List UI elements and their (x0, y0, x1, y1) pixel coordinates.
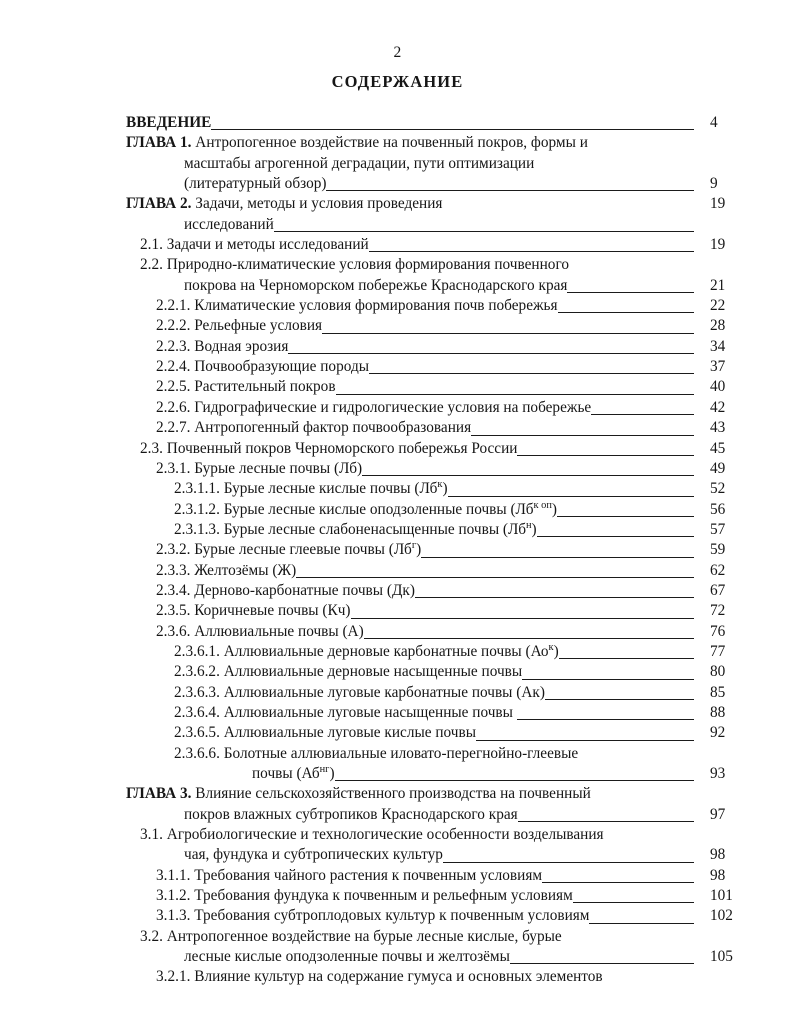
toc-entry[interactable] (174, 683, 740, 703)
toc-entry[interactable] (156, 377, 740, 397)
toc-page-number: 93 (710, 765, 726, 782)
toc-entry-chapter-prefix: ГЛАВА 1. (126, 134, 192, 152)
toc-entry-row[interactable] (174, 662, 740, 682)
toc-entry-label: чая, фундука и субтропических культур (184, 846, 443, 864)
toc-leader-line (296, 577, 694, 578)
toc-entry-row[interactable] (156, 866, 740, 886)
toc-entry-superscript: нг (319, 763, 330, 775)
toc-page-number: 19 (710, 236, 726, 254)
toc-page-number: 56 (710, 500, 726, 518)
toc-entry[interactable] (156, 459, 740, 479)
toc-entry-label: 3.1.2. Требования фундука к почвенным и рельефным условиям (156, 887, 573, 905)
toc-page-number: 80 (710, 663, 726, 681)
toc-leader-line (517, 455, 694, 456)
toc-entry-row[interactable] (184, 276, 740, 296)
toc-leader-line (517, 719, 694, 720)
toc-entry-label: 2.3.5. Коричневые почвы (Кч) (156, 602, 351, 620)
toc-entry-row[interactable] (140, 927, 740, 947)
toc-entry-row[interactable] (174, 479, 740, 499)
toc-entry-row[interactable] (156, 906, 740, 926)
toc-page-number: 102 (710, 907, 733, 925)
toc-page-number: 21 (710, 276, 726, 294)
toc-page-number (694, 927, 740, 947)
toc-entry-row[interactable] (156, 316, 740, 336)
toc-entry-row[interactable] (140, 235, 740, 255)
toc-entry[interactable] (140, 825, 740, 866)
toc-entry-row[interactable] (174, 744, 740, 764)
toc-page-number (694, 967, 740, 987)
toc-page-number: 72 (710, 602, 726, 620)
toc-leader-line (335, 780, 694, 781)
toc-entry-row[interactable] (126, 194, 740, 214)
toc-leader-line (573, 902, 694, 903)
toc-entry-chapter-prefix: ВВЕДЕНИЕ (126, 114, 212, 131)
toc-leader-line (476, 740, 694, 741)
toc-entry-label: 2.3.4. Дерново-карбонатные почвы (Дк) (156, 581, 415, 599)
toc-entry[interactable] (174, 500, 740, 520)
toc-leader-line (542, 882, 694, 883)
toc-entry-row[interactable] (156, 561, 740, 581)
toc-leader-line (559, 658, 694, 659)
toc-entry-label: 2.3.1. Бурые лесные почвы (Лб) (156, 459, 363, 477)
toc-leader-line (288, 353, 694, 354)
toc-entry-label: 2.2.2. Рельефные условия (156, 317, 323, 335)
toc-page-number: 62 (710, 561, 726, 579)
toc-entry-superscript: г (411, 540, 417, 552)
toc-leader-line (369, 373, 694, 374)
toc-entry-label: (литературный обзор) (184, 175, 327, 193)
toc-page-number: 88 (710, 703, 726, 721)
toc-page-number: 45 (710, 439, 726, 457)
toc-entry-continuation (184, 215, 740, 235)
toc-entry-row[interactable] (184, 174, 740, 194)
toc-entry-row[interactable] (184, 805, 740, 825)
toc-entry-row[interactable] (140, 825, 740, 845)
toc-entry-label: 2.2.5. Растительный покров (156, 378, 336, 396)
toc-leader-line (522, 679, 694, 680)
toc-leader-line (369, 251, 694, 252)
toc-leader-line (322, 333, 694, 334)
toc-entry-label: почвы $(Аб^{нг})$ (252, 763, 335, 782)
toc-entry-superscript: к (548, 641, 554, 653)
toc-leader-line (518, 821, 694, 822)
toc-leader-line (471, 435, 694, 436)
toc-entry[interactable] (174, 744, 740, 785)
toc-entry[interactable] (156, 337, 740, 357)
toc-entry[interactable] (174, 723, 740, 743)
toc-entry-label: 2.2.3. Водная эрозия (156, 337, 289, 355)
toc-leader-line (591, 801, 694, 802)
table-of-contents (126, 113, 740, 988)
toc-entry-label: 2.2.6. Гидрографические и гидрологические условия на побережье (156, 398, 592, 416)
toc-entry-label: 3.2.1. Влияние культур на содержание гумуса и основных элементов (156, 968, 603, 986)
toc-entry-label: 2.2.1. Климатические условия формирования почв побережья (156, 297, 558, 315)
toc-entry-row[interactable] (156, 296, 740, 316)
toc-entry-row[interactable] (156, 398, 740, 418)
toc-page-number: 49 (710, 459, 726, 477)
toc-entry[interactable] (174, 703, 740, 723)
toc-entry[interactable] (156, 622, 740, 642)
toc-leader-line (211, 129, 694, 130)
toc-entry[interactable] (156, 316, 740, 336)
toc-entry[interactable] (126, 784, 740, 825)
toc-page-number: 19 (710, 195, 726, 213)
toc-entry-row[interactable] (156, 601, 740, 621)
toc-entry-row[interactable] (174, 703, 740, 723)
toc-entry-label: 2.3. Почвенный покров Черноморского побережья России (140, 439, 518, 457)
toc-entry-row[interactable] (174, 500, 740, 520)
toc-entry[interactable] (156, 561, 740, 581)
toc-entry-label: 2.2.7. Антропогенный фактор почвообразования (156, 419, 472, 437)
toc-entry[interactable] (174, 642, 740, 662)
toc-entry[interactable] (140, 235, 740, 255)
toc-entry-row[interactable] (156, 459, 740, 479)
toc-page-number: 97 (710, 805, 726, 823)
toc-leader-line (364, 638, 694, 639)
toc-leader-line (534, 170, 694, 171)
toc-entry-label: 2.3.6.4. Аллювиальные луговые насыщенные почвы (174, 703, 517, 721)
toc-page-number: 92 (710, 724, 726, 742)
toc-page-number: 76 (710, 622, 726, 640)
toc-leader-line (537, 536, 694, 537)
toc-leader-line (603, 984, 694, 985)
toc-entry-superscript: н (525, 519, 532, 531)
toc-entry-continuation (184, 845, 740, 865)
toc-entry-label: 2.2.4. Почвообразующие породы (156, 358, 369, 376)
toc-entry-label: 2.1. Задачи и методы исследований (140, 236, 369, 254)
toc-entry-label: покрова на Черноморском побережье Краснодарского края (184, 276, 568, 294)
toc-page-number: 98 (710, 846, 726, 864)
toc-entry-label: покров влажных субтропиков Краснодарского края (184, 805, 518, 823)
toc-entry-row[interactable] (184, 845, 740, 865)
toc-entry-row[interactable] (184, 947, 740, 967)
toc-entry-label: 2.3.6.1. Аллювиальные дерновые карбонатные почвы $(Ао^к)$ (174, 641, 559, 660)
toc-page-number (694, 133, 740, 153)
toc-page-number: 37 (710, 358, 726, 376)
toc-page-number (694, 215, 740, 235)
toc-leader-line (557, 516, 694, 517)
toc-entry-chapter-prefix: ГЛАВА 2. (126, 195, 192, 213)
toc-entry[interactable] (156, 357, 740, 377)
toc-entry[interactable] (126, 133, 740, 194)
toc-entry[interactable] (140, 255, 740, 296)
toc-leader-line (442, 211, 694, 212)
toc-entry-row[interactable] (126, 784, 740, 804)
toc-entry-label: 2.3.6.5. Аллювиальные луговые кислые почвы (174, 724, 476, 742)
toc-leader-line (421, 557, 694, 558)
toc-leader-line (591, 414, 694, 415)
toc-entry-label: 3.1.3. Требования субтроплодовых культур к почвенным условиям (156, 907, 590, 925)
toc-leader-line (545, 699, 694, 700)
toc-entry-row[interactable] (156, 337, 740, 357)
toc-entry[interactable] (156, 296, 740, 316)
toc-leader-line (588, 150, 694, 151)
toc-entry[interactable] (156, 866, 740, 886)
toc-page-number: 9 (710, 175, 718, 193)
toc-page-number (694, 825, 740, 845)
toc-page-number: 43 (710, 419, 726, 437)
toc-entry[interactable] (156, 540, 740, 560)
toc-page-number: 4 (710, 114, 718, 131)
toc-entry[interactable] (156, 418, 740, 438)
toc-entry-row[interactable] (156, 886, 740, 906)
toc-entry-superscript: к (437, 479, 443, 491)
toc-leader-line (443, 862, 694, 863)
toc-entry-row[interactable] (156, 418, 740, 438)
toc-leader-line (351, 618, 695, 619)
toc-leader-line (274, 231, 694, 232)
toc-entry-chapter-prefix: ГЛАВА 3. (126, 785, 192, 803)
toc-entry-row[interactable] (140, 255, 740, 275)
toc-page-number: 101 (710, 887, 733, 905)
toc-entry-label: 3.1.1. Требования чайного растения к почвенным условиям (156, 866, 543, 884)
toc-entry-row[interactable] (184, 215, 740, 235)
toc-entry-label: 2.3.2. Бурые лесные глеевые почвы $(Лб^г)$ (156, 540, 422, 559)
toc-entry-row[interactable] (174, 642, 740, 662)
toc-entry-label: исследований (184, 215, 274, 233)
toc-entry-row[interactable] (184, 154, 740, 174)
toc-entry-label: 2.3.6. Аллювиальные почвы (А) (156, 622, 364, 640)
toc-entry[interactable] (126, 194, 740, 235)
toc-entry[interactable] (156, 601, 740, 621)
toc-entry[interactable] (156, 886, 740, 906)
toc-page-number: 105 (710, 948, 733, 966)
toc-entry-row[interactable] (174, 520, 740, 540)
toc-entry-continuation (252, 764, 740, 784)
toc-entry-row[interactable] (156, 357, 740, 377)
page-folio-number: 2 (393, 44, 402, 61)
toc-leader-line (558, 312, 694, 313)
toc-entry[interactable] (156, 398, 740, 418)
toc-leader-line (562, 943, 694, 944)
toc-entry-label: 2.3.6.3. Аллювиальные луговые карбонатные почвы (Ак) (174, 683, 545, 701)
toc-entry-continuation (184, 154, 740, 174)
toc-page-number: 40 (710, 378, 726, 396)
toc-entry-row[interactable] (126, 113, 740, 133)
toc-page-number: 34 (710, 337, 726, 355)
toc-entry-row[interactable] (156, 622, 740, 642)
toc-entry-continuation (184, 174, 740, 194)
toc-entry[interactable] (140, 927, 740, 968)
toc-page-number: 57 (710, 520, 726, 538)
toc-page-number: 28 (710, 317, 726, 335)
toc-page-number (694, 255, 740, 275)
toc-page-number: 52 (710, 480, 726, 498)
toc-entry-label (126, 113, 211, 133)
toc-entry-label: 2.3.6.6. Болотные аллювиальные иловато-перегнойно-глеевые (174, 744, 579, 762)
toc-leader-line (326, 190, 694, 191)
toc-page-number: 77 (710, 642, 726, 660)
toc-leader-line (567, 292, 694, 293)
toc-leader-line (362, 475, 694, 476)
toc-entry-row[interactable] (156, 540, 740, 560)
toc-entry[interactable] (156, 967, 740, 987)
toc-entry-continuation (184, 947, 740, 967)
toc-leader-line (589, 923, 694, 924)
toc-entry-row[interactable] (156, 581, 740, 601)
toc-entry-label: ГЛАВА 2. Задачи, методы и условия проведения (126, 195, 443, 213)
toc-entry[interactable] (156, 581, 740, 601)
toc-entry[interactable] (174, 662, 740, 682)
toc-leader-line (578, 760, 694, 761)
toc-entry-label: 2.3.1.1. Бурые лесные кислые почвы $(Лб^к)$ (174, 479, 448, 498)
toc-entry-continuation (184, 805, 740, 825)
toc-entry[interactable] (174, 520, 740, 540)
toc-entry-label: 2.3.1.3. Бурые лесные слабоненасыщенные почвы $(Лб^н)$ (174, 519, 537, 538)
toc-page-number: 22 (710, 297, 726, 315)
toc-entry-label: 2.3.6.2. Аллювиальные дерновые насыщенные почвы (174, 663, 523, 681)
toc-leader-line (448, 496, 694, 497)
toc-entry-row[interactable] (156, 377, 740, 397)
toc-entry[interactable] (156, 906, 740, 926)
toc-entry-row[interactable] (174, 723, 740, 743)
toc-entry-label: масштабы агрогенной деградации, пути оптимизации (184, 154, 535, 172)
toc-entry-row[interactable] (174, 683, 740, 703)
toc-entry-label: 2.3.1.2. Бурые лесные кислые оподзоленные почвы $(Лб^{к оп})$ (174, 499, 558, 518)
toc-page-number (694, 744, 740, 764)
toc-entry-row[interactable] (126, 133, 740, 153)
toc-entry-label: 2.2. Природно-климатические условия формирования почвенного (140, 256, 569, 274)
toc-page-number (694, 154, 740, 174)
toc-entry-label: 3.2. Антропогенное воздействие на бурые лесные кислые, бурые (140, 927, 562, 945)
toc-entry-label: ГЛАВА 3. Влияние сельскохозяйственного производства на почвенный (126, 785, 591, 803)
toc-leader-line (510, 963, 694, 964)
toc-entry-label: 3.1. Агробиологические и технологические особенности возделывания (140, 826, 604, 844)
toc-page-number: 59 (710, 541, 726, 559)
toc-entry-label: лесные кислые оподзоленные почвы и желтозёмы (184, 948, 510, 966)
toc-page-number: 85 (710, 683, 726, 701)
toc-page-number: 98 (710, 866, 726, 884)
toc-entry[interactable] (174, 479, 740, 499)
toc-leader-line (569, 272, 694, 273)
toc-page-number: 42 (710, 398, 726, 416)
toc-leader-line (415, 597, 694, 598)
toc-entry[interactable] (126, 113, 740, 133)
toc-entry-superscript: к оп (533, 499, 552, 511)
toc-entry-row[interactable] (252, 764, 740, 784)
toc-entry-label: ГЛАВА 1. Антропогенное воздействие на почвенный покров, формы и (126, 134, 588, 152)
toc-leader-line (604, 841, 694, 842)
toc-page-number (694, 784, 740, 804)
toc-entry-row[interactable] (156, 967, 740, 987)
toc-leader-line (336, 394, 694, 395)
toc-entry-row[interactable] (140, 439, 740, 459)
toc-entry[interactable] (140, 439, 740, 459)
toc-entry-label: 2.3.3. Желтозёмы (Ж) (156, 561, 297, 579)
page-title: СОДЕРЖАНИЕ (331, 72, 464, 91)
toc-page-number: 67 (710, 581, 726, 599)
toc-entry-continuation (184, 276, 740, 296)
